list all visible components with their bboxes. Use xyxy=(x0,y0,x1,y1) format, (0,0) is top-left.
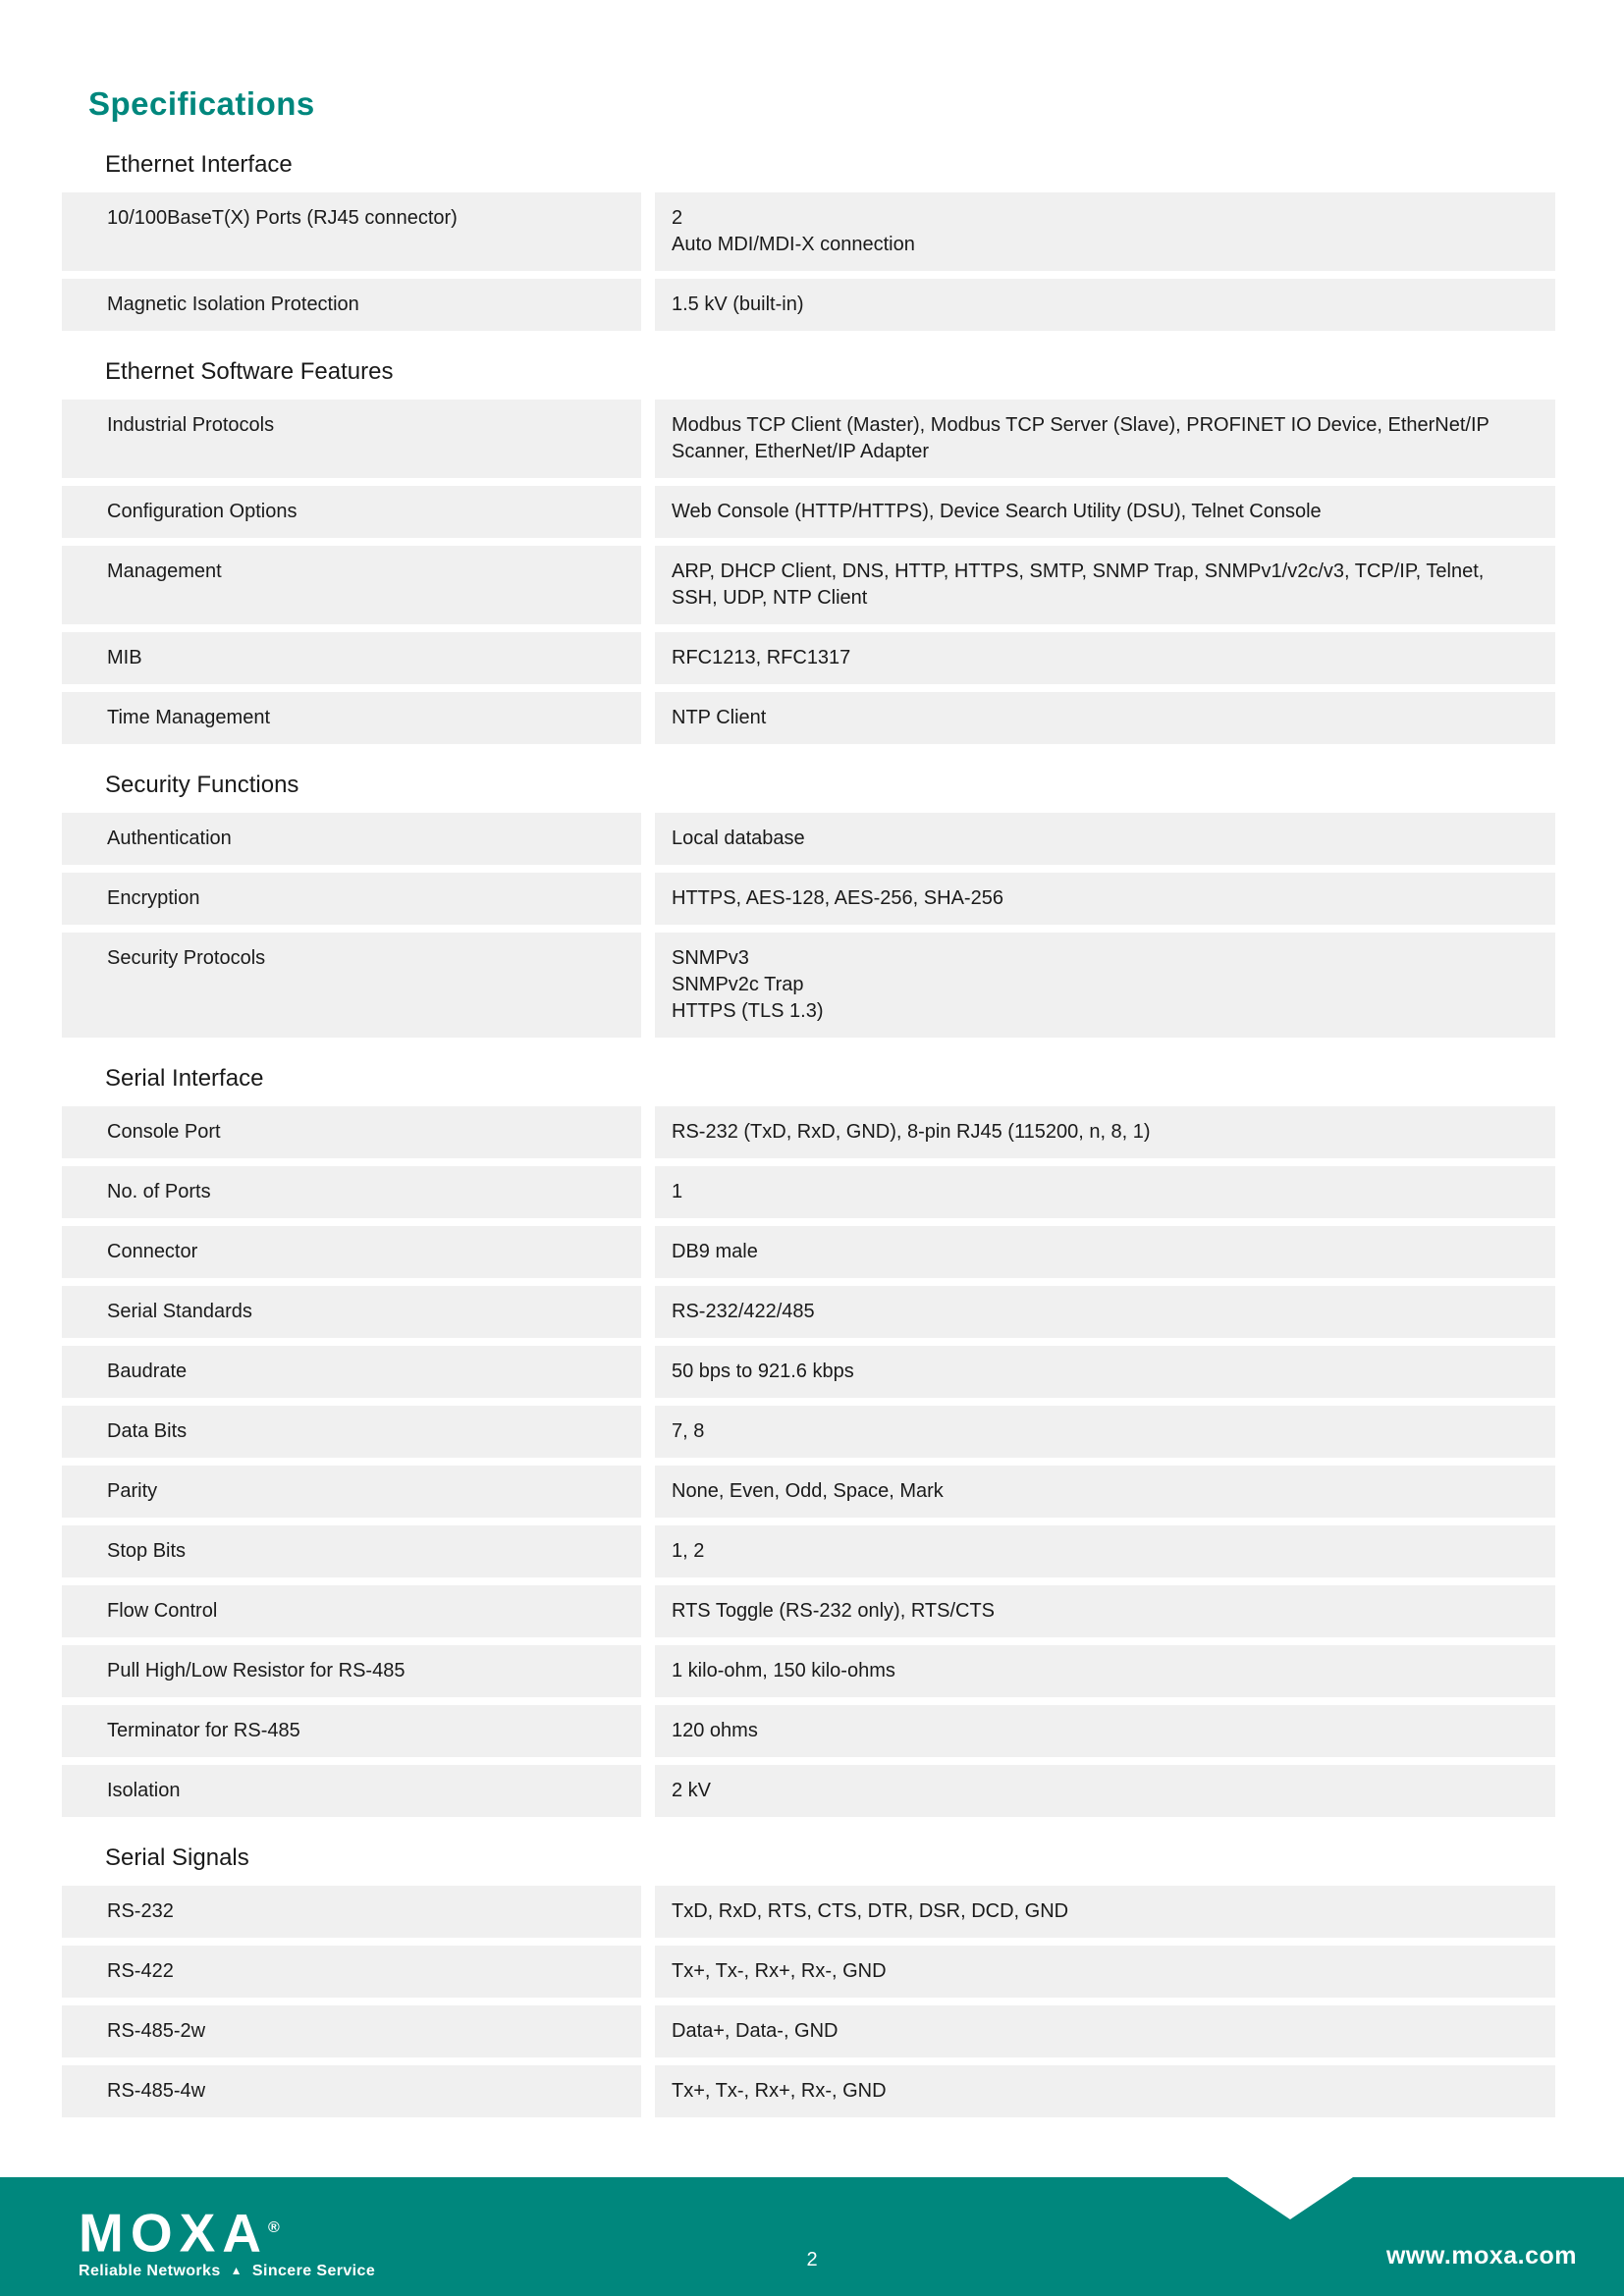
spec-value xyxy=(655,1585,1555,1637)
spec-row xyxy=(62,933,1555,1038)
spec-row xyxy=(62,2065,1555,2117)
column-gap xyxy=(641,1765,655,1817)
spec-value xyxy=(655,873,1555,925)
spec-label: Industrial Protocols xyxy=(62,400,641,478)
spec-value xyxy=(655,279,1555,331)
spec-row xyxy=(62,692,1555,744)
column-gap xyxy=(641,1106,655,1158)
spec-row xyxy=(62,1106,1555,1158)
spec-label: Time Management xyxy=(62,692,641,744)
spec-value-line: RTS Toggle (RS-232 only), RTS/CTS xyxy=(672,1600,996,1622)
spec-value xyxy=(655,1346,1555,1398)
spec-row xyxy=(62,1406,1555,1458)
column-gap xyxy=(641,1346,655,1398)
spec-value-line: Data+, Data-, GND xyxy=(672,2020,839,2042)
section-rows xyxy=(62,1886,1555,2117)
spec-row xyxy=(62,279,1555,331)
spec-value-line: 2 kV xyxy=(672,1780,712,1801)
spec-value xyxy=(655,1765,1555,1817)
spec-value-line: Local database xyxy=(672,828,805,849)
spec-value xyxy=(655,1645,1555,1697)
spec-value-line: HTTPS, AES-128, AES-256, SHA-256 xyxy=(672,887,1003,909)
column-gap xyxy=(641,2005,655,2057)
spec-sections xyxy=(62,151,1555,2117)
column-gap xyxy=(641,813,655,865)
spec-value xyxy=(655,1705,1555,1757)
registered-trademark-icon: ® xyxy=(268,2219,280,2236)
spec-label: Configuration Options xyxy=(62,486,641,538)
spec-label: MIB xyxy=(62,632,641,684)
spec-value-line: ARP, DHCP Client, DNS, HTTP, HTTPS, SMTP, SNMP Trap, SNMPv1/v2c/v3, TCP/IP, Telnet, SSH, UDP, NTP Client xyxy=(672,561,1485,609)
column-gap xyxy=(641,400,655,478)
section-heading: Serial Signals xyxy=(105,1844,249,1871)
spec-row xyxy=(62,1765,1555,1817)
spec-row xyxy=(62,192,1555,271)
spec-row xyxy=(62,1226,1555,1278)
page-number: 2 xyxy=(806,2249,818,2270)
spec-label: No. of Ports xyxy=(62,1166,641,1218)
spec-value-line: TxD, RxD, RTS, CTS, DTR, DSR, DCD, GND xyxy=(672,1900,1069,1922)
spec-label: Terminator for RS-485 xyxy=(62,1705,641,1757)
spec-value xyxy=(655,1166,1555,1218)
spec-value-line: 7, 8 xyxy=(672,1420,705,1442)
column-gap xyxy=(641,279,655,331)
spec-row xyxy=(62,1705,1555,1757)
page-content xyxy=(62,0,1555,2125)
spec-value-line: RS-232/422/485 xyxy=(672,1301,815,1322)
spec-row xyxy=(62,1645,1555,1697)
spec-value xyxy=(655,1406,1555,1458)
spec-row xyxy=(62,486,1555,538)
spec-label: Security Protocols xyxy=(62,933,641,1038)
spec-value-line: 1.5 kV (built-in) xyxy=(672,294,804,315)
spec-row xyxy=(62,400,1555,478)
spec-value-line: Modbus TCP Client (Master), Modbus TCP Server (Slave), PROFINET IO Device, EtherNet/IP Scanner, EtherNet/IP Adapter xyxy=(672,414,1489,462)
spec-label: Stop Bits xyxy=(62,1525,641,1577)
column-gap xyxy=(641,1645,655,1697)
section-rows xyxy=(62,1106,1555,1817)
spec-value xyxy=(655,1946,1555,1998)
footer-band xyxy=(0,2177,1624,2296)
spec-label: 10/100BaseT(X) Ports (RJ45 connector) xyxy=(62,192,641,271)
spec-value xyxy=(655,1525,1555,1577)
spec-row xyxy=(62,873,1555,925)
spec-value-line: Web Console (HTTP/HTTPS), Device Search Utility (DSU), Telnet Console xyxy=(672,501,1322,522)
column-gap xyxy=(641,192,655,271)
spec-value-line: Tx+, Tx-, Rx+, Rx-, GND xyxy=(672,1960,887,1982)
column-gap xyxy=(641,632,655,684)
spec-row xyxy=(62,1525,1555,1577)
spec-value-line: Tx+, Tx-, Rx+, Rx-, GND xyxy=(672,2080,887,2102)
footer-notch-triangle xyxy=(1227,2177,1353,2219)
spec-value xyxy=(655,933,1555,1038)
spec-row xyxy=(62,1346,1555,1398)
section-heading: Ethernet Software Features xyxy=(105,358,394,385)
spec-value-line: 1 xyxy=(672,1181,683,1202)
spec-row xyxy=(62,813,1555,865)
column-gap xyxy=(641,933,655,1038)
spec-section xyxy=(62,1065,1555,1817)
spec-label: Serial Standards xyxy=(62,1286,641,1338)
tagline-triangle-icon: ▲ xyxy=(230,2264,243,2278)
spec-label: RS-485-4w xyxy=(62,2065,641,2117)
spec-label: Authentication xyxy=(62,813,641,865)
spec-value xyxy=(655,1106,1555,1158)
spec-row xyxy=(62,632,1555,684)
website-link[interactable]: www.moxa.com xyxy=(1385,2242,1577,2269)
spec-value-line: 120 ohms xyxy=(672,1720,758,1741)
spec-value xyxy=(655,546,1555,624)
spec-value-line: 1, 2 xyxy=(672,1540,705,1562)
spec-label: Connector xyxy=(62,1226,641,1278)
spec-label: Encryption xyxy=(62,873,641,925)
spec-label: Parity xyxy=(62,1466,641,1518)
spec-row xyxy=(62,1886,1555,1938)
spec-label: RS-232 xyxy=(62,1886,641,1938)
spec-row xyxy=(62,1466,1555,1518)
column-gap xyxy=(641,1946,655,1998)
spec-value-line: None, Even, Odd, Space, Mark xyxy=(672,1480,944,1502)
spec-row xyxy=(62,1166,1555,1218)
column-gap xyxy=(641,1705,655,1757)
spec-value-line: Auto MDI/MDI-X connection xyxy=(672,234,915,255)
spec-value-line: 50 bps to 921.6 kbps xyxy=(672,1361,854,1382)
spec-value xyxy=(655,400,1555,478)
spec-value-line: HTTPS (TLS 1.3) xyxy=(672,1000,824,1022)
spec-value xyxy=(655,1466,1555,1518)
spec-label: Console Port xyxy=(62,1106,641,1158)
spec-label: Magnetic Isolation Protection xyxy=(62,279,641,331)
spec-value xyxy=(655,1226,1555,1278)
spec-row xyxy=(62,1946,1555,1998)
moxa-wordmark-text: MOXA xyxy=(79,2202,268,2264)
column-gap xyxy=(641,546,655,624)
spec-value-line: RS-232 (TxD, RxD, GND), 8-pin RJ45 (115200, n, 8, 1) xyxy=(672,1121,1151,1143)
tagline-right: Sincere Service xyxy=(251,2263,376,2280)
page-title: Specifications xyxy=(88,85,315,122)
section-rows xyxy=(62,192,1555,331)
spec-label: Pull High/Low Resistor for RS-485 xyxy=(62,1645,641,1697)
column-gap xyxy=(641,1466,655,1518)
column-gap xyxy=(641,1226,655,1278)
spec-value xyxy=(655,2005,1555,2057)
column-gap xyxy=(641,1886,655,1938)
section-heading: Ethernet Interface xyxy=(105,151,293,178)
spec-value xyxy=(655,1886,1555,1938)
spec-section xyxy=(62,772,1555,1038)
spec-value xyxy=(655,1286,1555,1338)
column-gap xyxy=(641,1406,655,1458)
spec-label: Baudrate xyxy=(62,1346,641,1398)
column-gap xyxy=(641,1286,655,1338)
spec-row xyxy=(62,1286,1555,1338)
column-gap xyxy=(641,486,655,538)
spec-section xyxy=(62,358,1555,744)
spec-row xyxy=(62,1585,1555,1637)
spec-value xyxy=(655,486,1555,538)
column-gap xyxy=(641,1525,655,1577)
column-gap xyxy=(641,1166,655,1218)
column-gap xyxy=(641,2065,655,2117)
spec-value xyxy=(655,632,1555,684)
tagline-left: Reliable Networks xyxy=(79,2263,221,2280)
spec-value xyxy=(655,813,1555,865)
spec-label: Management xyxy=(62,546,641,624)
spec-section xyxy=(62,1844,1555,2117)
spec-label: Isolation xyxy=(62,1765,641,1817)
spec-label: RS-485-2w xyxy=(62,2005,641,2057)
spec-value-line: 1 kilo-ohm, 150 kilo-ohms xyxy=(672,1660,895,1682)
section-heading: Serial Interface xyxy=(105,1065,264,1092)
spec-row xyxy=(62,546,1555,624)
column-gap xyxy=(641,692,655,744)
section-rows xyxy=(62,813,1555,1038)
column-gap xyxy=(641,1585,655,1637)
section-heading: Security Functions xyxy=(105,772,299,798)
spec-value-line: 2 xyxy=(672,207,683,229)
spec-value xyxy=(655,192,1555,271)
spec-value xyxy=(655,2065,1555,2117)
section-rows xyxy=(62,400,1555,744)
spec-value-line: DB9 male xyxy=(672,1241,758,1262)
spec-value-line: NTP Client xyxy=(672,707,767,728)
spec-row xyxy=(62,2005,1555,2057)
spec-value-line: SNMPv3 xyxy=(672,947,749,969)
spec-label: Data Bits xyxy=(62,1406,641,1458)
spec-value-line: RFC1213, RFC1317 xyxy=(672,647,851,668)
column-gap xyxy=(641,873,655,925)
spec-label: Flow Control xyxy=(62,1585,641,1637)
spec-label: RS-422 xyxy=(62,1946,641,1998)
spec-value xyxy=(655,692,1555,744)
spec-value-line: SNMPv2c Trap xyxy=(672,974,804,995)
spec-section xyxy=(62,151,1555,331)
